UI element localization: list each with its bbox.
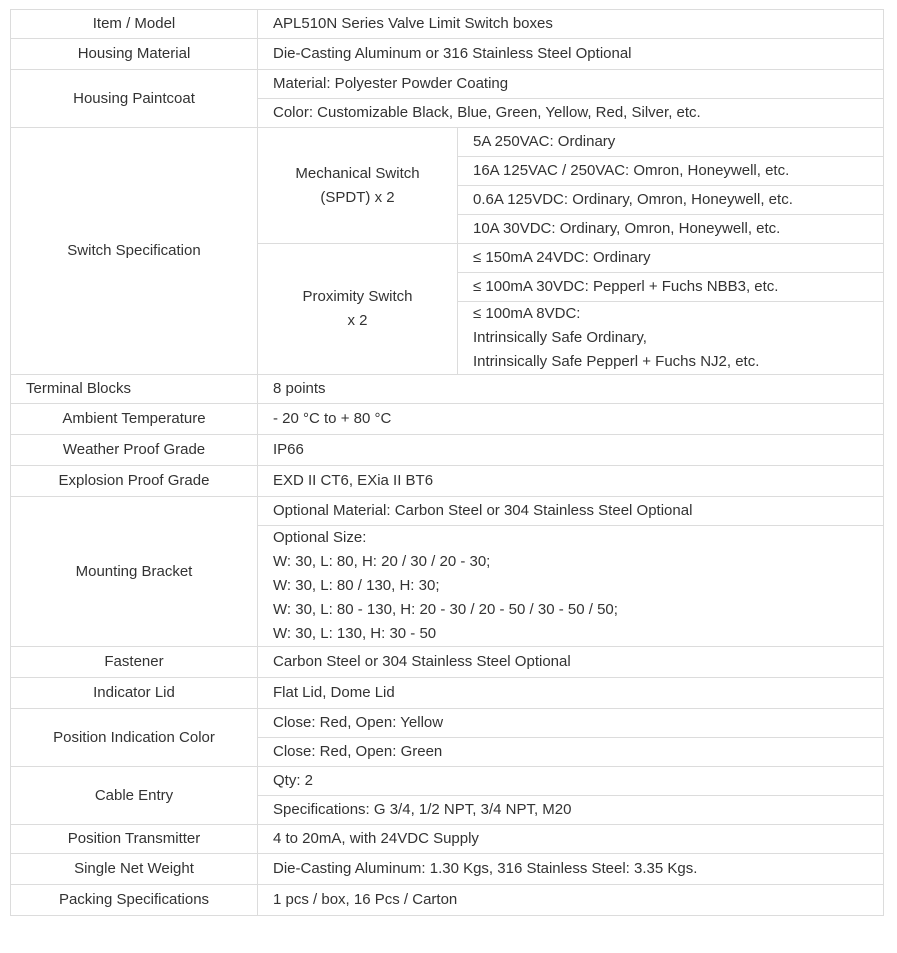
row-value-cable-specifications: Specifications: G 3/4, 1/2 NPT, 3/4 NPT, M20 bbox=[258, 796, 884, 825]
row-label-position-transmitter: Position Transmitter bbox=[11, 825, 258, 854]
row-value-position-transmitter: 4 to 20mA, with 24VDC Supply bbox=[258, 825, 884, 854]
row-value-weather-proof: IP66 bbox=[258, 435, 884, 466]
row-value-mechanical-4: 10A 30VDC: Ordinary, Omron, Honeywell, etc. bbox=[458, 215, 884, 244]
row-value-paintcoat-color: Color: Customizable Black, Blue, Green, Yellow, Red, Silver, etc. bbox=[258, 99, 884, 128]
table-row bbox=[11, 39, 884, 70]
row-label-indicator-lid: Indicator Lid bbox=[11, 678, 258, 709]
row-label-housing-material: Housing Material bbox=[11, 39, 258, 70]
sub-label-mechanical-switch: Mechanical Switch (SPDT) x 2 bbox=[258, 128, 458, 244]
row-value-paintcoat-material: Material: Polyester Powder Coating bbox=[258, 70, 884, 99]
row-label-housing-paintcoat: Housing Paintcoat bbox=[11, 70, 258, 128]
row-value-proximity-1: ≤ 150mA 24VDC: Ordinary bbox=[458, 244, 884, 273]
row-label-single-net-weight: Single Net Weight bbox=[11, 854, 258, 885]
table-row bbox=[11, 709, 884, 738]
row-value-fastener: Carbon Steel or 304 Stainless Steel Optional bbox=[258, 647, 884, 678]
table-row bbox=[11, 825, 884, 854]
row-label-weather-proof: Weather Proof Grade bbox=[11, 435, 258, 466]
row-value-indicator-lid: Flat Lid, Dome Lid bbox=[258, 678, 884, 709]
table-row bbox=[11, 647, 884, 678]
row-value-packing-specifications: 1 pcs / box, 16 Pcs / Carton bbox=[258, 885, 884, 916]
row-label-mounting-bracket: Mounting Bracket bbox=[11, 497, 258, 647]
table-row bbox=[11, 767, 884, 796]
sub-label-proximity-switch: Proximity Switch x 2 bbox=[258, 244, 458, 375]
row-value-proximity-2: ≤ 100mA 30VDC: Pepperl + Fuchs NBB3, etc. bbox=[458, 273, 884, 302]
row-label-ambient-temperature: Ambient Temperature bbox=[11, 404, 258, 435]
specification-table bbox=[10, 9, 884, 916]
row-value-bracket-size: Optional Size: W: 30, L: 80, H: 20 / 30 / 20 - 30; W: 30, L: 80 / 130, H: 30; W: 30, L: 80 - 130, H: 20 - 30 / 20 - 50 / 30 - 50 / 50; W: 30, L: 130, H: 30 - 50 bbox=[258, 526, 884, 647]
row-value-mechanical-3: 0.6A 125VDC: Ordinary, Omron, Honeywell, etc. bbox=[458, 186, 884, 215]
row-label-packing-specifications: Packing Specifications bbox=[11, 885, 258, 916]
row-label-switch-specification: Switch Specification bbox=[11, 128, 258, 375]
row-value-indication-yellow: Close: Red, Open: Yellow bbox=[258, 709, 884, 738]
row-value-explosion-proof: EXD II CT6, EXia II BT6 bbox=[258, 466, 884, 497]
table-row bbox=[11, 678, 884, 709]
table-row bbox=[11, 404, 884, 435]
row-value-item-model: APL510N Series Valve Limit Switch boxes bbox=[258, 10, 884, 39]
row-value-ambient-temperature: - 20 °C to + 80 °C bbox=[258, 404, 884, 435]
table-row bbox=[11, 854, 884, 885]
table-row bbox=[11, 466, 884, 497]
row-value-proximity-3: ≤ 100mA 8VDC: Intrinsically Safe Ordinary, Intrinsically Safe Pepperl + Fuchs NJ2, etc. bbox=[458, 302, 884, 375]
row-value-mechanical-1: 5A 250VAC: Ordinary bbox=[458, 128, 884, 157]
row-label-position-indication-color: Position Indication Color bbox=[11, 709, 258, 767]
row-label-terminal-blocks: Terminal Blocks bbox=[11, 375, 258, 404]
row-value-mechanical-2: 16A 125VAC / 250VAC: Omron, Honeywell, etc. bbox=[458, 157, 884, 186]
row-value-single-net-weight: Die-Casting Aluminum: 1.30 Kgs, 316 Stainless Steel: 3.35 Kgs. bbox=[258, 854, 884, 885]
row-value-housing-material: Die-Casting Aluminum or 316 Stainless Steel Optional bbox=[258, 39, 884, 70]
table-row bbox=[11, 128, 884, 157]
row-value-indication-green: Close: Red, Open: Green bbox=[258, 738, 884, 767]
table-row bbox=[11, 70, 884, 99]
row-value-cable-qty: Qty: 2 bbox=[258, 767, 884, 796]
table-row bbox=[11, 497, 884, 526]
row-label-fastener: Fastener bbox=[11, 647, 258, 678]
row-label-item-model: Item / Model bbox=[11, 10, 258, 39]
table-row bbox=[11, 10, 884, 39]
row-label-explosion-proof: Explosion Proof Grade bbox=[11, 466, 258, 497]
row-label-cable-entry: Cable Entry bbox=[11, 767, 258, 825]
table-row bbox=[11, 885, 884, 916]
table-row bbox=[11, 435, 884, 466]
row-value-terminal-blocks: 8 points bbox=[258, 375, 884, 404]
table-row bbox=[11, 375, 884, 404]
row-value-bracket-material: Optional Material: Carbon Steel or 304 Stainless Steel Optional bbox=[258, 497, 884, 526]
